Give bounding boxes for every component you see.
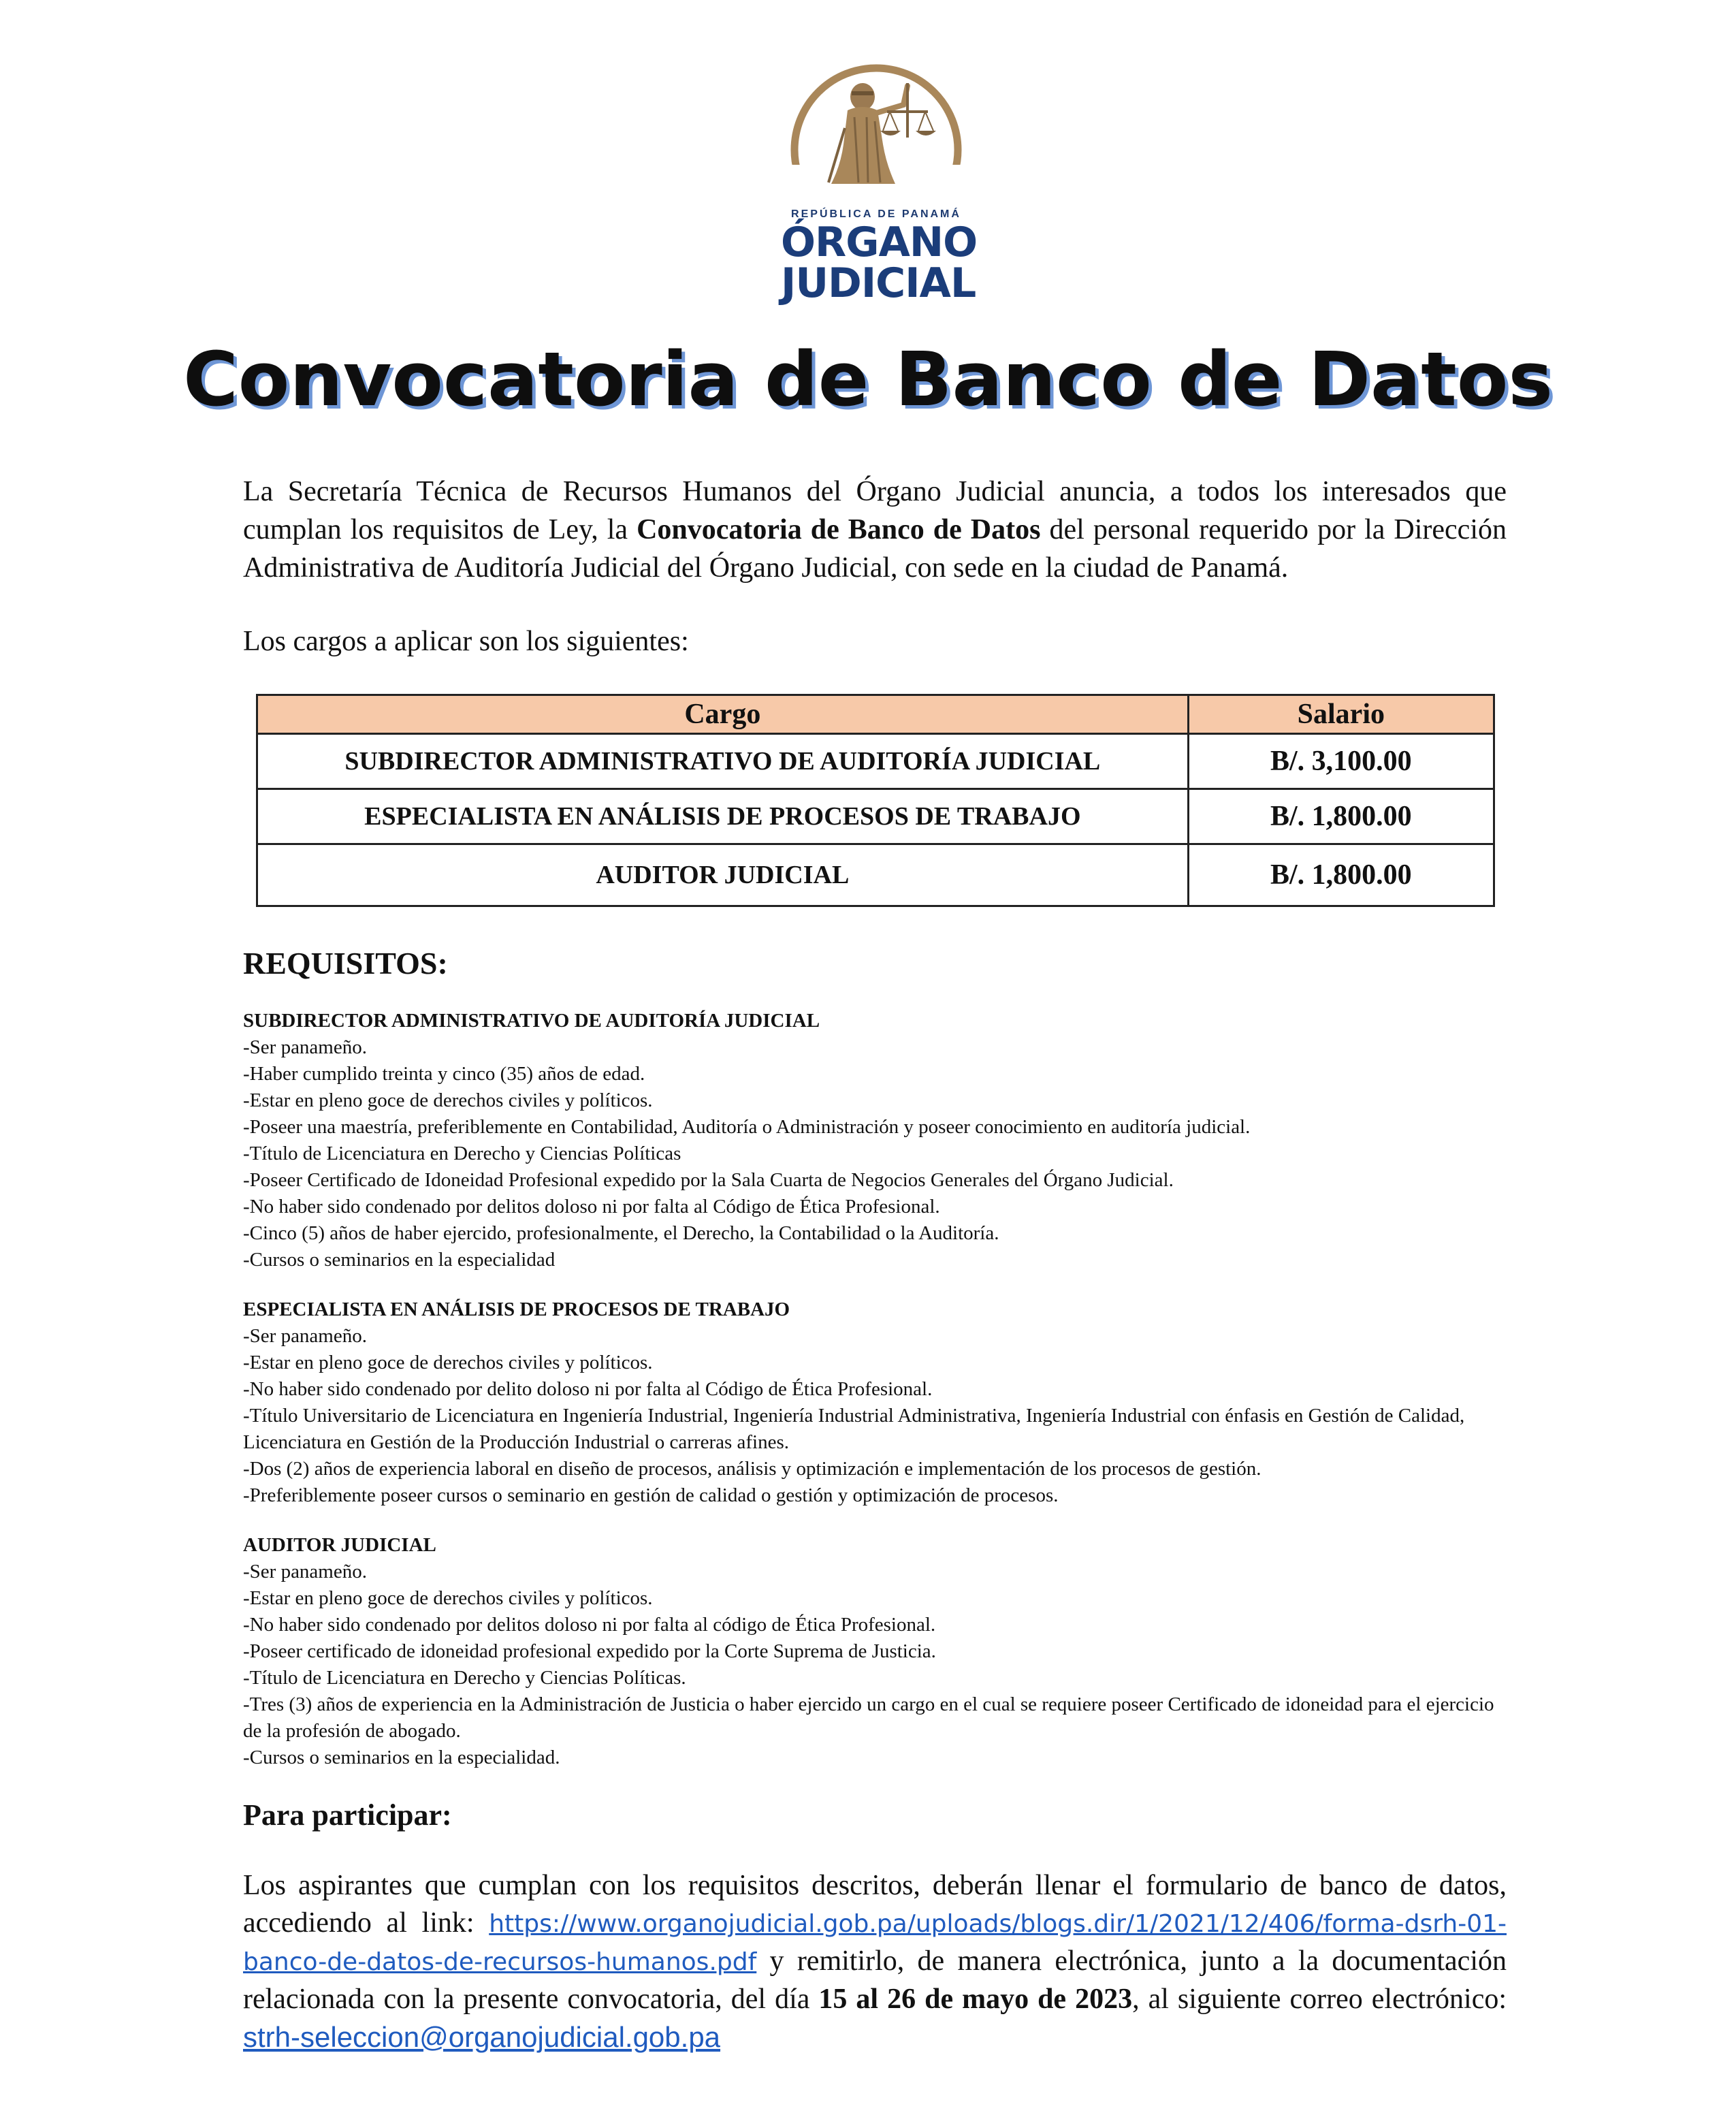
- page-title: Convocatoria de Banco de Datos: [183, 336, 1553, 423]
- form-download-link[interactable]: https://www.organojudicial.gob.pa/uploads/blogs.dir/1/2021/12/406/forma-dsrh-01-banco-de-datos-de-recursos-humanos.pdf: [243, 1910, 1507, 1976]
- salario-cell: B/. 1,800.00: [1188, 844, 1494, 906]
- list-item: -No haber sido condenado por delitos doloso ni por falta al Código de Ética Profesional.: [243, 1196, 940, 1217]
- logo-republica-text: REPÚBLICA DE PANAMÁ: [791, 208, 961, 220]
- requisito-heading: AUDITOR JUDICIAL: [243, 1534, 436, 1556]
- header-cargo: Cargo: [257, 695, 1189, 734]
- salario-cell: B/. 3,100.00: [1188, 734, 1494, 789]
- list-item: -Estar en pleno goce de derechos civiles y políticos.: [243, 1089, 653, 1111]
- participar-text-3: , al siguiente correo electrónico:: [1132, 1984, 1507, 2015]
- list-item: -Título de Licenciatura en Derecho y Ciencias Políticas: [243, 1143, 681, 1164]
- list-item: -Ser panameño.: [243, 1325, 367, 1347]
- cargo-cell: ESPECIALISTA EN ANÁLISIS DE PROCESOS DE TRABAJO: [257, 789, 1189, 844]
- list-item: -Estar en pleno goce de derechos civiles y políticos.: [243, 1352, 653, 1373]
- participar-text-1: Los aspirantes que cumplan con los requisitos descritos, deberán llenar el formulario de banco de datos, accediendo al link:: [243, 1870, 1507, 1939]
- table-header-row: [257, 695, 1494, 734]
- intro-text-before: La Secretaría Técnica de Recursos Humanos del Órgano Judicial anuncia, a todos los interesados que cumplan los requisitos de Ley, la: [243, 476, 1507, 545]
- requisito-heading: ESPECIALISTA EN ANÁLISIS DE PROCESOS DE TRABAJO: [243, 1299, 790, 1320]
- intro-paragraph: [243, 473, 1507, 587]
- intro-text-bold: Convocatoria de Banco de Datos: [637, 514, 1041, 545]
- email-link[interactable]: strh-seleccion@organojudicial.gob.pa: [243, 2021, 721, 2053]
- list-item: -Haber cumplido treinta y cinco (35) años de edad.: [243, 1063, 645, 1085]
- list-item: -No haber sido condenado por delitos doloso ni por falta al código de Ética Profesional.: [243, 1614, 936, 1636]
- requisitos-subdirector: [243, 1008, 1507, 1273]
- participar-text-2: y remitirlo, de manera electrónica, junto a la documentación relacionada con la presente convocatoria, del día: [243, 1945, 1507, 2015]
- list-item: -Título Universitario de Licenciatura en Ingeniería Industrial, Ingeniería Industrial Administrativa, Ingeniería Industrial con énfasis en Gestión de Calidad, Licenciatura en Gestión de la Producción Industrial o carreras afines.: [243, 1405, 1465, 1453]
- cargo-cell: SUBDIRECTOR ADMINISTRATIVO DE AUDITORÍA JUDICIAL: [257, 734, 1189, 789]
- list-item: -Cursos o seminarios en la especialidad.: [243, 1747, 560, 1768]
- list-item: -No haber sido condenado por delito doloso ni por falta al Código de Ética Profesional.: [243, 1378, 933, 1400]
- requisitos-heading: REQUISITOS:: [243, 946, 448, 981]
- cargos-table: [256, 694, 1495, 907]
- list-item: -Cursos o seminarios en la especialidad: [243, 1249, 556, 1271]
- participar-paragraph: [243, 1867, 1507, 2057]
- list-item: -Estar en pleno goce de derechos civiles y políticos.: [243, 1587, 653, 1609]
- participar-dates: 15 al 26 de mayo de 2023: [818, 1984, 1133, 2015]
- list-item: -Ser panameño.: [243, 1036, 367, 1058]
- salario-cell: B/. 1,800.00: [1188, 789, 1494, 844]
- list-item: -Poseer una maestría, preferiblemente en Contabilidad, Auditoría o Administración y poseer conocimiento en auditoría judicial.: [243, 1116, 1251, 1138]
- logo-judicial-text: JUDICIAL: [781, 259, 976, 307]
- logo-organo-text: ÓRGANO: [781, 219, 978, 266]
- list-item: -Título de Licenciatura en Derecho y Ciencias Políticas.: [243, 1667, 686, 1689]
- intro-text-after: del personal requerido por la Dirección Administrativa de Auditoría Judicial del Órgano Judicial, con sede en la ciudad de Panamá.: [243, 514, 1507, 584]
- table-row: [257, 734, 1494, 789]
- table-row: [257, 789, 1494, 844]
- list-item: -Cinco (5) años de haber ejercido, profesionalmente, el Derecho, la Contabilidad o la Auditoría.: [243, 1222, 999, 1244]
- requisitos-especialista: [243, 1296, 1507, 1509]
- table-row: [257, 844, 1494, 906]
- list-item: -Tres (3) años de experiencia en la Administración de Justicia o haber ejercido un cargo en el cual se requiere poseer Certificado de idoneidad para el ejercicio de la profesión de abogado.: [243, 1693, 1494, 1742]
- list-item: -Ser panameño.: [243, 1561, 367, 1582]
- list-item: -Poseer Certificado de Idoneidad Profesional expedido por la Sala Cuarta de Negocios Generales del Órgano Judicial.: [243, 1169, 1174, 1191]
- list-item: -Poseer certificado de idoneidad profesional expedido por la Corte Suprema de Justicia.: [243, 1640, 936, 1662]
- list-item: -Dos (2) años de experiencia laboral en diseño de procesos, análisis y optimización e implementación de los procesos de gestión.: [243, 1458, 1261, 1480]
- list-item: -Preferiblemente poseer cursos o seminario en gestión de calidad o gestión y optimización de procesos.: [243, 1484, 1059, 1506]
- requisito-heading: SUBDIRECTOR ADMINISTRATIVO DE AUDITORÍA JUDICIAL: [243, 1010, 820, 1032]
- cargos-intro: Los cargos a aplicar son los siguientes:: [243, 626, 689, 657]
- header-salario: Salario: [1188, 695, 1494, 734]
- organo-judicial-logo: [781, 63, 978, 308]
- requisitos-auditor: [243, 1532, 1507, 1771]
- cargo-cell: AUDITOR JUDICIAL: [257, 844, 1189, 906]
- participar-heading: Para participar:: [243, 1798, 452, 1832]
